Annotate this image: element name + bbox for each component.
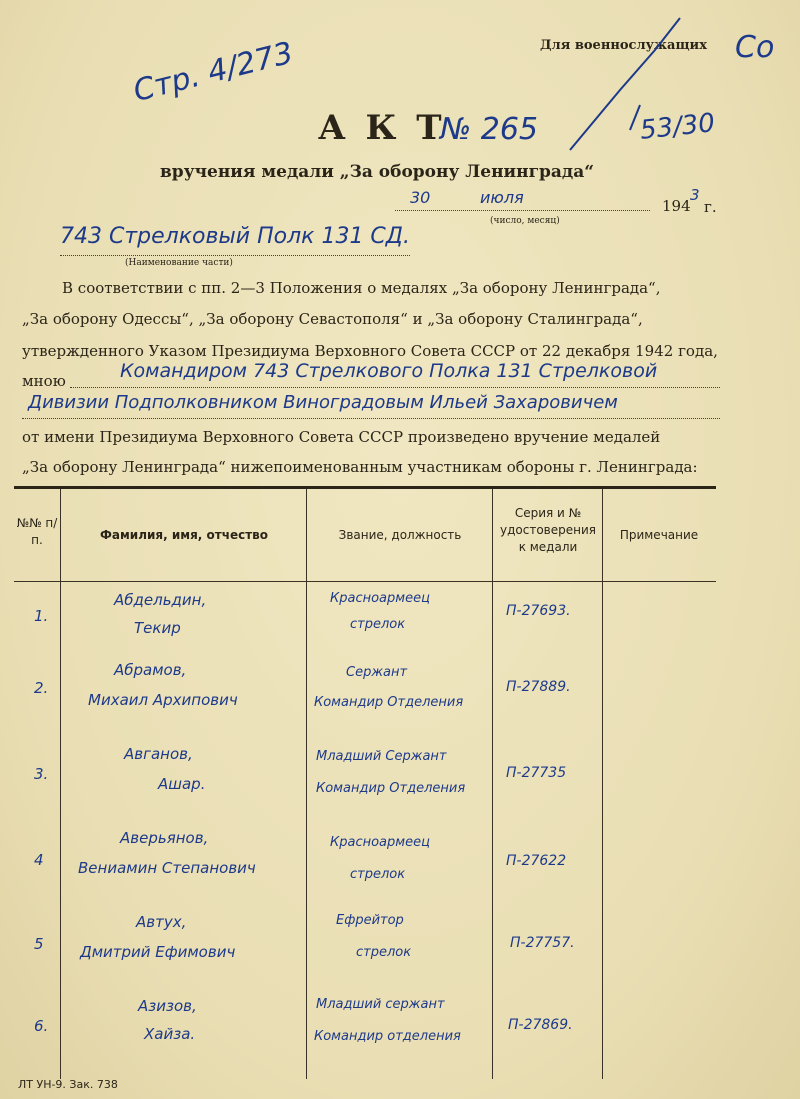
row-name-2: Текир bbox=[134, 619, 181, 637]
row-num: 2. bbox=[34, 679, 49, 697]
footer-print-mark: ЛТ УН-9. Зак. 738 bbox=[18, 1078, 118, 1091]
commander-underline-1 bbox=[70, 387, 720, 388]
row-rank-1: Младший сержант bbox=[316, 997, 445, 1012]
row-rank-1: Красноармеец bbox=[330, 591, 430, 606]
row-rank-1: Младший Сержант bbox=[316, 749, 447, 764]
commander-underline-2 bbox=[22, 418, 720, 419]
row-rank-2: стрелок bbox=[350, 867, 406, 882]
row-rank-1: Сержант bbox=[346, 665, 408, 680]
check-strike-mark bbox=[560, 10, 690, 160]
page-title: А К Т bbox=[318, 108, 446, 148]
header-note: Примечание bbox=[619, 528, 699, 542]
row-name-1: Абдельдин, bbox=[114, 591, 207, 609]
unit-name: 743 Стрелковый Полк 131 СД. bbox=[60, 224, 410, 249]
row-name-1: Абрамов, bbox=[114, 661, 187, 679]
row-name-2: Ашар. bbox=[158, 775, 206, 793]
page-reference: Стр. 4/273 bbox=[130, 35, 297, 109]
body-line-2: „За оборону Одессы“, „За оборону Севастополя“ и „За оборону Сталинграда“, bbox=[22, 310, 643, 328]
date-day: 30 bbox=[410, 188, 431, 207]
row-name-2: Хайза. bbox=[144, 1025, 196, 1043]
header-name: Фамилия, имя, отчество bbox=[100, 528, 268, 542]
row-name-2: Михаил Архипович bbox=[88, 691, 238, 709]
row-series: П-27735 bbox=[506, 765, 567, 781]
row-series: П-27693. bbox=[506, 603, 571, 619]
row-rank-1: Красноармеец bbox=[330, 835, 430, 850]
row-series: П-27757. bbox=[510, 935, 575, 951]
act-registry-mark: 53/30 bbox=[638, 108, 717, 146]
row-rank-2: Командир отделения bbox=[314, 1029, 461, 1044]
header-rank: Звание, должность bbox=[338, 528, 462, 542]
row-rank-1: Ефрейтор bbox=[336, 913, 404, 928]
body-mnoyu: мною bbox=[22, 372, 66, 390]
row-num: 4 bbox=[34, 851, 44, 869]
top-right-label: Для военнослужащих bbox=[540, 38, 707, 53]
body-line-7: „За оборону Ленинграда“ нижепоименованным участникам обороны г. Ленинграда: bbox=[22, 458, 698, 476]
row-name-1: Автух, bbox=[136, 913, 187, 931]
commander-line-2: Дивизии Подполковником Виноградовым Ильей Захаровичем bbox=[28, 392, 618, 413]
row-name-1: Азизов, bbox=[138, 997, 197, 1015]
row-num: 6. bbox=[34, 1017, 49, 1035]
unit-underline bbox=[60, 255, 410, 256]
date-caption: (число, месяц) bbox=[490, 216, 560, 226]
row-series: П-27889. bbox=[506, 679, 571, 695]
date-underline bbox=[395, 210, 650, 211]
recipients-table bbox=[14, 486, 716, 1079]
body-line-1: В соответствии с пп. 2—3 Положения о медалях „За оборону Ленинграда“, bbox=[62, 279, 661, 297]
row-name-1: Аверьянов, bbox=[120, 829, 209, 847]
year-prefix: 194 bbox=[662, 197, 691, 215]
subtitle: вручения медали „За оборону Ленинграда“ bbox=[160, 162, 595, 182]
row-rank-2: Командир Отделения bbox=[314, 695, 464, 710]
row-series: П-27622 bbox=[506, 853, 567, 869]
row-num: 1. bbox=[34, 607, 49, 625]
row-name-2: Дмитрий Ефимович bbox=[80, 943, 236, 961]
commander-line-1: Командиром 743 Стрелкового Полка 131 Стрелковой bbox=[120, 360, 658, 382]
row-rank-2: стрелок bbox=[350, 617, 406, 632]
header-series: Серия и № удостоверения к медали bbox=[500, 506, 596, 554]
year-suffix: 3 bbox=[690, 186, 700, 204]
body-line-6: от имени Президиума Верховного Совета СССР произведено вручение медалей bbox=[22, 428, 661, 446]
act-number: № 265 bbox=[440, 112, 538, 147]
header-num: №№ п/п. bbox=[16, 516, 58, 547]
body-line-3: утвержденного Указом Президиума Верховного Совета СССР от 22 декабря 1942 года, bbox=[22, 342, 718, 360]
row-rank-2: стрелок bbox=[356, 945, 412, 960]
row-series: П-27869. bbox=[508, 1017, 573, 1033]
row-name-2: Вениамин Степанович bbox=[78, 859, 256, 877]
row-num: 5 bbox=[34, 935, 44, 953]
date-month: июля bbox=[480, 188, 524, 207]
row-num: 3. bbox=[34, 765, 49, 783]
row-name-1: Авганов, bbox=[124, 745, 193, 763]
row-rank-2: Командир Отделения bbox=[316, 781, 466, 796]
corner-mark: Со bbox=[735, 30, 775, 65]
unit-caption: (Наименование части) bbox=[125, 258, 233, 268]
year-unit: г. bbox=[704, 198, 717, 216]
